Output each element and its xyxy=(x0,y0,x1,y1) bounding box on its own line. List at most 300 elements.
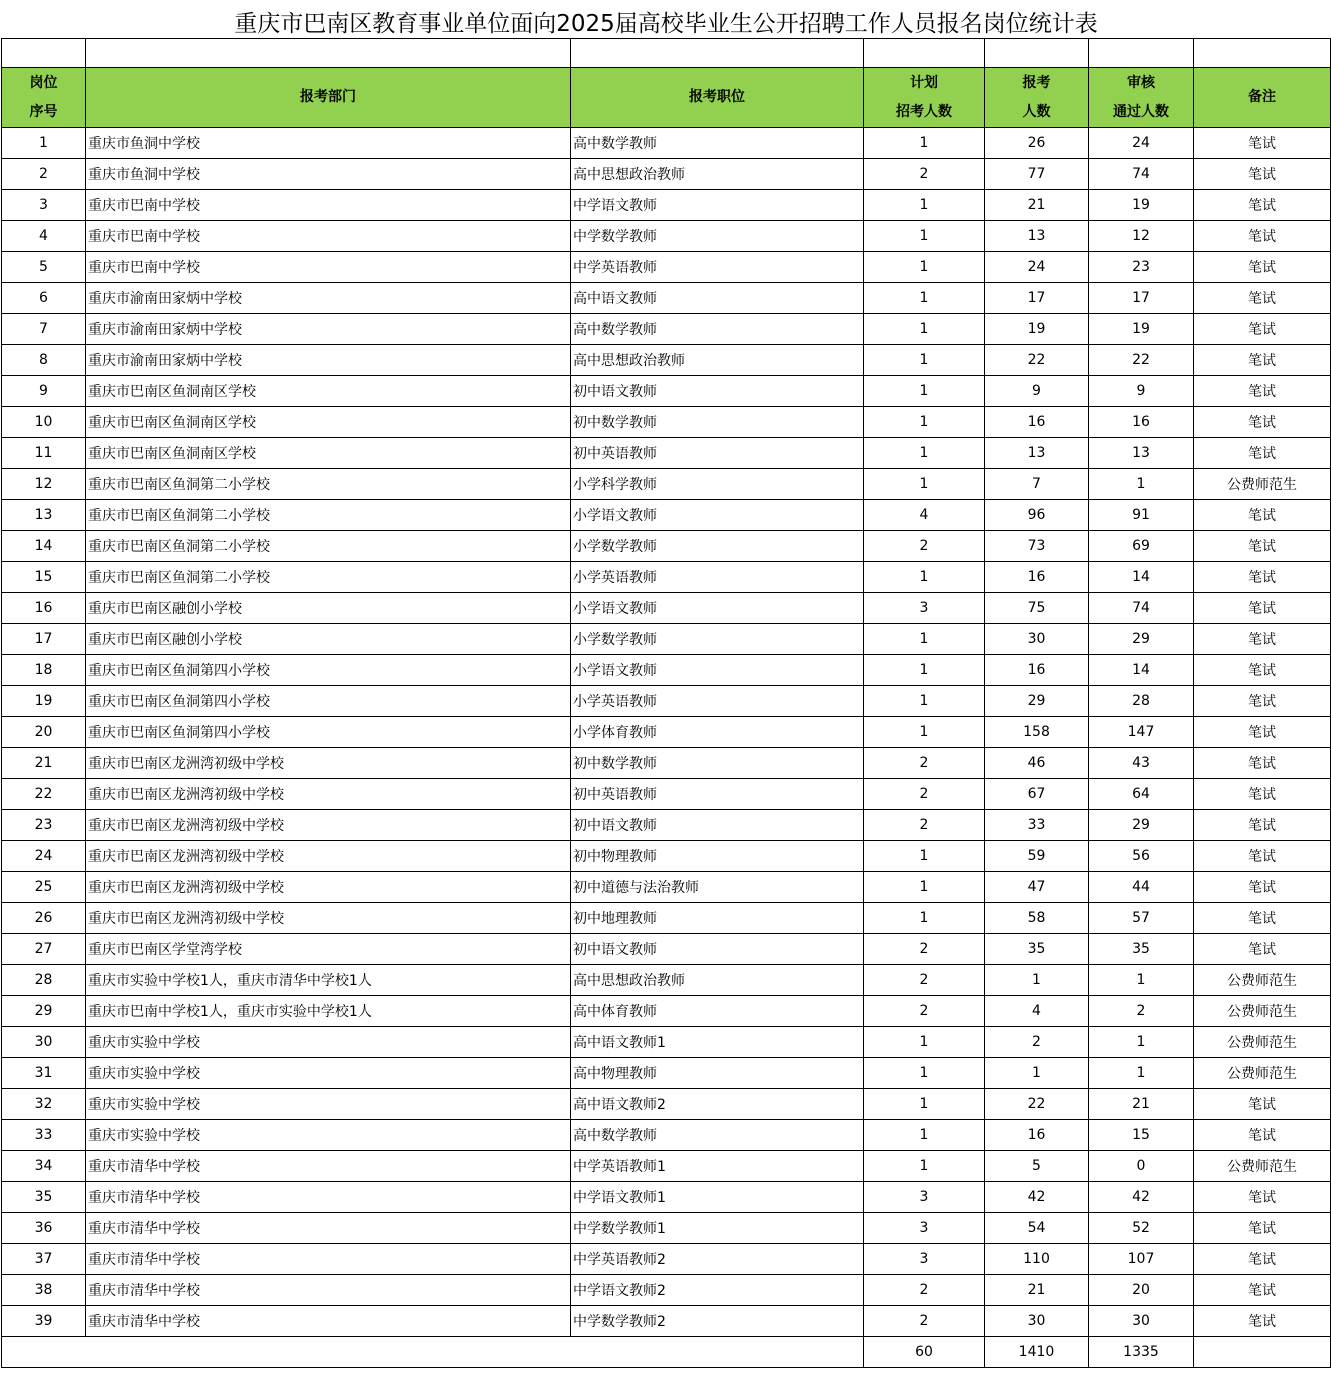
cell-note: 笔试 xyxy=(1194,500,1331,531)
cell-note: 笔试 xyxy=(1194,872,1331,903)
cell-position: 小学英语教师 xyxy=(571,686,864,717)
cell-approved: 91 xyxy=(1089,500,1194,531)
cell-dept: 重庆市实验中学校 xyxy=(86,1027,571,1058)
cell-approved: 35 xyxy=(1089,934,1194,965)
cell-dept: 重庆市实验中学校 xyxy=(86,1120,571,1151)
cell-note: 笔试 xyxy=(1194,314,1331,345)
cell-position: 高中数学教师 xyxy=(571,128,864,159)
cell-seq: 15 xyxy=(2,562,86,593)
cell-approved: 147 xyxy=(1089,717,1194,748)
cell-note: 笔试 xyxy=(1194,1275,1331,1306)
cell-seq: 19 xyxy=(2,686,86,717)
cell-applicants: 96 xyxy=(985,500,1089,531)
cell-applicants: 17 xyxy=(985,283,1089,314)
header-position: 报考职位 xyxy=(571,68,864,128)
cell-dept: 重庆市巴南中学校 xyxy=(86,221,571,252)
cell-applicants: 35 xyxy=(985,934,1089,965)
cell-dept: 重庆市渝南田家炳中学校 xyxy=(86,283,571,314)
cell-plan: 1 xyxy=(864,1151,985,1182)
cell-applicants: 1 xyxy=(985,965,1089,996)
cell-dept: 重庆市巴南区学堂湾学校 xyxy=(86,934,571,965)
cell-dept: 重庆市巴南区鱼洞第二小学校 xyxy=(86,469,571,500)
cell-plan: 1 xyxy=(864,1058,985,1089)
cell-position: 中学语文教师2 xyxy=(571,1275,864,1306)
cell-seq: 24 xyxy=(2,841,86,872)
cell-applicants: 24 xyxy=(985,252,1089,283)
cell-note: 笔试 xyxy=(1194,562,1331,593)
cell-dept: 重庆市实验中学校 xyxy=(86,1089,571,1120)
cell-position: 小学数学教师 xyxy=(571,624,864,655)
cell-note: 笔试 xyxy=(1194,1120,1331,1151)
cell-applicants: 7 xyxy=(985,469,1089,500)
cell-plan: 2 xyxy=(864,996,985,1027)
cell-note: 笔试 xyxy=(1194,531,1331,562)
cell-approved: 0 xyxy=(1089,1151,1194,1182)
table-row xyxy=(2,469,1331,500)
cell-approved: 17 xyxy=(1089,283,1194,314)
cell-position: 高中体育教师 xyxy=(571,996,864,1027)
table-row xyxy=(2,1027,1331,1058)
table-row xyxy=(2,1244,1331,1275)
table-row xyxy=(2,748,1331,779)
cell-seq: 27 xyxy=(2,934,86,965)
cell-position: 中学数学教师 xyxy=(571,221,864,252)
cell-dept: 重庆市鱼洞中学校 xyxy=(86,159,571,190)
cell-applicants: 29 xyxy=(985,686,1089,717)
cell-note: 笔试 xyxy=(1194,903,1331,934)
cell-note: 公费师范生 xyxy=(1194,1058,1331,1089)
cell-position: 初中语文教师 xyxy=(571,376,864,407)
cell-dept: 重庆市鱼洞中学校 xyxy=(86,128,571,159)
cell-seq: 6 xyxy=(2,283,86,314)
cell-applicants: 13 xyxy=(985,438,1089,469)
cell-applicants: 73 xyxy=(985,531,1089,562)
cell-plan: 1 xyxy=(864,314,985,345)
cell-dept: 重庆市巴南区融创小学校 xyxy=(86,624,571,655)
cell-position: 小学英语教师 xyxy=(571,562,864,593)
cell-position: 高中数学教师 xyxy=(571,314,864,345)
header-row xyxy=(2,68,1331,128)
cell-seq: 20 xyxy=(2,717,86,748)
cell-position: 高中物理教师 xyxy=(571,1058,864,1089)
cell-plan: 2 xyxy=(864,1306,985,1337)
cell-position: 中学语文教师1 xyxy=(571,1182,864,1213)
cell-plan: 1 xyxy=(864,221,985,252)
cell-approved: 9 xyxy=(1089,376,1194,407)
cell-seq: 12 xyxy=(2,469,86,500)
cell-seq: 16 xyxy=(2,593,86,624)
cell-position: 初中数学教师 xyxy=(571,407,864,438)
cell-plan: 2 xyxy=(864,1275,985,1306)
cell-note: 笔试 xyxy=(1194,655,1331,686)
header-approved: 审核 通过人数 xyxy=(1089,68,1194,128)
cell-applicants: 22 xyxy=(985,345,1089,376)
header-seq: 岗位 序号 xyxy=(2,68,86,128)
cell-seq: 35 xyxy=(2,1182,86,1213)
table-row xyxy=(2,500,1331,531)
cell-note: 公费师范生 xyxy=(1194,1027,1331,1058)
cell-note: 公费师范生 xyxy=(1194,469,1331,500)
cell-position: 高中语文教师1 xyxy=(571,1027,864,1058)
cell-plan: 2 xyxy=(864,748,985,779)
table-row xyxy=(2,686,1331,717)
cell-applicants: 21 xyxy=(985,1275,1089,1306)
cell-position: 初中数学教师 xyxy=(571,748,864,779)
statistics-table xyxy=(1,5,1331,1368)
cell-plan: 1 xyxy=(864,903,985,934)
table-row xyxy=(2,1275,1331,1306)
cell-plan: 1 xyxy=(864,438,985,469)
cell-applicants: 16 xyxy=(985,655,1089,686)
cell-seq: 38 xyxy=(2,1275,86,1306)
cell-plan: 3 xyxy=(864,1182,985,1213)
cell-dept: 重庆市巴南区鱼洞第二小学校 xyxy=(86,562,571,593)
header-applicants: 报考 人数 xyxy=(985,68,1089,128)
cell-seq: 17 xyxy=(2,624,86,655)
cell-dept: 重庆市清华中学校 xyxy=(86,1244,571,1275)
cell-approved: 42 xyxy=(1089,1182,1194,1213)
cell-note: 笔试 xyxy=(1194,283,1331,314)
cell-dept: 重庆市清华中学校 xyxy=(86,1151,571,1182)
cell-position: 高中语文教师2 xyxy=(571,1089,864,1120)
cell-note: 笔试 xyxy=(1194,252,1331,283)
cell-dept: 重庆市渝南田家炳中学校 xyxy=(86,314,571,345)
table-row xyxy=(2,438,1331,469)
cell-applicants: 158 xyxy=(985,717,1089,748)
blank-row xyxy=(2,39,1331,68)
cell-note: 笔试 xyxy=(1194,841,1331,872)
cell-dept: 重庆市巴南区龙洲湾初级中学校 xyxy=(86,841,571,872)
cell-position: 中学语文教师 xyxy=(571,190,864,221)
cell-approved: 44 xyxy=(1089,872,1194,903)
cell-applicants: 47 xyxy=(985,872,1089,903)
table-row xyxy=(2,407,1331,438)
cell-position: 小学语文教师 xyxy=(571,500,864,531)
cell-dept: 重庆市巴南区鱼洞第二小学校 xyxy=(86,531,571,562)
cell-seq: 31 xyxy=(2,1058,86,1089)
cell-approved: 56 xyxy=(1089,841,1194,872)
cell-plan: 1 xyxy=(864,686,985,717)
cell-approved: 12 xyxy=(1089,221,1194,252)
cell-position: 高中数学教师 xyxy=(571,1120,864,1151)
cell-seq: 3 xyxy=(2,190,86,221)
cell-applicants: 16 xyxy=(985,1120,1089,1151)
cell-seq: 14 xyxy=(2,531,86,562)
cell-dept: 重庆市巴南区鱼洞南区学校 xyxy=(86,438,571,469)
cell-applicants: 13 xyxy=(985,221,1089,252)
cell-approved: 20 xyxy=(1089,1275,1194,1306)
cell-plan: 1 xyxy=(864,624,985,655)
cell-note: 笔试 xyxy=(1194,717,1331,748)
cell-approved: 1 xyxy=(1089,965,1194,996)
cell-approved: 57 xyxy=(1089,903,1194,934)
cell-note: 笔试 xyxy=(1194,624,1331,655)
cell-dept: 重庆市清华中学校 xyxy=(86,1306,571,1337)
table-row xyxy=(2,934,1331,965)
cell-plan: 2 xyxy=(864,934,985,965)
cell-approved: 64 xyxy=(1089,779,1194,810)
cell-note: 笔试 xyxy=(1194,593,1331,624)
cell-approved: 43 xyxy=(1089,748,1194,779)
cell-approved: 13 xyxy=(1089,438,1194,469)
cell-seq: 8 xyxy=(2,345,86,376)
cell-dept: 重庆市巴南区龙洲湾初级中学校 xyxy=(86,903,571,934)
cell-applicants: 9 xyxy=(985,376,1089,407)
cell-position: 小学科学教师 xyxy=(571,469,864,500)
cell-applicants: 46 xyxy=(985,748,1089,779)
cell-dept: 重庆市巴南区鱼洞南区学校 xyxy=(86,407,571,438)
cell-note: 公费师范生 xyxy=(1194,1151,1331,1182)
cell-seq: 4 xyxy=(2,221,86,252)
cell-applicants: 75 xyxy=(985,593,1089,624)
table-row xyxy=(2,996,1331,1027)
cell-seq: 23 xyxy=(2,810,86,841)
cell-position: 初中物理教师 xyxy=(571,841,864,872)
cell-plan: 1 xyxy=(864,376,985,407)
table-row xyxy=(2,376,1331,407)
cell-plan: 1 xyxy=(864,841,985,872)
cell-position: 中学英语教师 xyxy=(571,252,864,283)
cell-dept: 重庆市清华中学校 xyxy=(86,1213,571,1244)
cell-note: 笔试 xyxy=(1194,438,1331,469)
cell-seq: 13 xyxy=(2,500,86,531)
cell-applicants: 30 xyxy=(985,624,1089,655)
cell-approved: 30 xyxy=(1089,1306,1194,1337)
cell-dept: 重庆市巴南区鱼洞第二小学校 xyxy=(86,500,571,531)
cell-approved: 1 xyxy=(1089,1027,1194,1058)
cell-approved: 74 xyxy=(1089,159,1194,190)
cell-seq: 11 xyxy=(2,438,86,469)
cell-seq: 37 xyxy=(2,1244,86,1275)
cell-plan: 1 xyxy=(864,190,985,221)
cell-position: 初中英语教师 xyxy=(571,438,864,469)
cell-approved: 2 xyxy=(1089,996,1194,1027)
table-row xyxy=(2,903,1331,934)
total-plan: 60 xyxy=(864,1337,985,1368)
table-row xyxy=(2,965,1331,996)
cell-plan: 1 xyxy=(864,407,985,438)
table-row xyxy=(2,655,1331,686)
cell-dept: 重庆市实验中学校 xyxy=(86,1058,571,1089)
header-dept: 报考部门 xyxy=(86,68,571,128)
cell-note: 笔试 xyxy=(1194,1244,1331,1275)
cell-note: 笔试 xyxy=(1194,1182,1331,1213)
cell-plan: 1 xyxy=(864,252,985,283)
cell-plan: 1 xyxy=(864,717,985,748)
cell-plan: 1 xyxy=(864,128,985,159)
cell-applicants: 21 xyxy=(985,190,1089,221)
cell-position: 中学英语教师1 xyxy=(571,1151,864,1182)
cell-dept: 重庆市巴南区鱼洞第四小学校 xyxy=(86,717,571,748)
cell-note: 笔试 xyxy=(1194,345,1331,376)
cell-applicants: 77 xyxy=(985,159,1089,190)
cell-position: 高中思想政治教师 xyxy=(571,159,864,190)
cell-plan: 2 xyxy=(864,965,985,996)
total-approved: 1335 xyxy=(1089,1337,1194,1368)
table-row xyxy=(2,128,1331,159)
cell-plan: 1 xyxy=(864,1089,985,1120)
cell-position: 小学体育教师 xyxy=(571,717,864,748)
table-row xyxy=(2,1089,1331,1120)
cell-dept: 重庆市清华中学校 xyxy=(86,1275,571,1306)
cell-dept: 重庆市巴南中学校1人，重庆市实验中学校1人 xyxy=(86,996,571,1027)
cell-note: 笔试 xyxy=(1194,159,1331,190)
cell-seq: 21 xyxy=(2,748,86,779)
cell-seq: 36 xyxy=(2,1213,86,1244)
cell-approved: 69 xyxy=(1089,531,1194,562)
cell-seq: 22 xyxy=(2,779,86,810)
table-row xyxy=(2,1213,1331,1244)
cell-applicants: 5 xyxy=(985,1151,1089,1182)
cell-applicants: 42 xyxy=(985,1182,1089,1213)
cell-note: 笔试 xyxy=(1194,190,1331,221)
header-plan: 计划 招考人数 xyxy=(864,68,985,128)
cell-seq: 28 xyxy=(2,965,86,996)
cell-seq: 29 xyxy=(2,996,86,1027)
cell-seq: 1 xyxy=(2,128,86,159)
cell-plan: 1 xyxy=(864,283,985,314)
header-note: 备注 xyxy=(1194,68,1331,128)
cell-plan: 3 xyxy=(864,1244,985,1275)
cell-seq: 7 xyxy=(2,314,86,345)
cell-seq: 10 xyxy=(2,407,86,438)
cell-applicants: 67 xyxy=(985,779,1089,810)
table-row xyxy=(2,1182,1331,1213)
cell-position: 初中地理教师 xyxy=(571,903,864,934)
cell-applicants: 30 xyxy=(985,1306,1089,1337)
cell-dept: 重庆市巴南区鱼洞第四小学校 xyxy=(86,686,571,717)
cell-applicants: 54 xyxy=(985,1213,1089,1244)
cell-seq: 2 xyxy=(2,159,86,190)
totals-label-cell xyxy=(2,1337,864,1368)
cell-applicants: 26 xyxy=(985,128,1089,159)
cell-dept: 重庆市巴南区鱼洞第四小学校 xyxy=(86,655,571,686)
cell-position: 初中语文教师 xyxy=(571,934,864,965)
cell-dept: 重庆市巴南中学校 xyxy=(86,252,571,283)
cell-applicants: 4 xyxy=(985,996,1089,1027)
cell-approved: 22 xyxy=(1089,345,1194,376)
table-row xyxy=(2,531,1331,562)
cell-approved: 1 xyxy=(1089,1058,1194,1089)
cell-approved: 21 xyxy=(1089,1089,1194,1120)
page-title: 重庆市巴南区教育事业单位面向2025届高校毕业生公开招聘工作人员报名岗位统计表 xyxy=(2,5,1331,39)
total-note xyxy=(1194,1337,1331,1368)
cell-applicants: 58 xyxy=(985,903,1089,934)
cell-plan: 1 xyxy=(864,345,985,376)
table-row xyxy=(2,283,1331,314)
cell-plan: 2 xyxy=(864,779,985,810)
table-row xyxy=(2,1058,1331,1089)
cell-approved: 28 xyxy=(1089,686,1194,717)
cell-applicants: 59 xyxy=(985,841,1089,872)
cell-plan: 1 xyxy=(864,1120,985,1151)
cell-position: 中学英语教师2 xyxy=(571,1244,864,1275)
cell-approved: 19 xyxy=(1089,314,1194,345)
cell-applicants: 33 xyxy=(985,810,1089,841)
cell-note: 笔试 xyxy=(1194,407,1331,438)
cell-approved: 24 xyxy=(1089,128,1194,159)
table-row xyxy=(2,810,1331,841)
cell-seq: 34 xyxy=(2,1151,86,1182)
cell-approved: 29 xyxy=(1089,810,1194,841)
cell-note: 笔试 xyxy=(1194,1306,1331,1337)
table-row xyxy=(2,252,1331,283)
table-row xyxy=(2,841,1331,872)
cell-note: 笔试 xyxy=(1194,221,1331,252)
table-row xyxy=(2,314,1331,345)
cell-position: 初中英语教师 xyxy=(571,779,864,810)
cell-approved: 15 xyxy=(1089,1120,1194,1151)
cell-approved: 23 xyxy=(1089,252,1194,283)
cell-approved: 14 xyxy=(1089,655,1194,686)
cell-dept: 重庆市巴南中学校 xyxy=(86,190,571,221)
cell-dept: 重庆市巴南区龙洲湾初级中学校 xyxy=(86,810,571,841)
cell-note: 公费师范生 xyxy=(1194,965,1331,996)
cell-note: 笔试 xyxy=(1194,1213,1331,1244)
cell-approved: 74 xyxy=(1089,593,1194,624)
cell-seq: 32 xyxy=(2,1089,86,1120)
cell-dept: 重庆市实验中学校1人，重庆市清华中学校1人 xyxy=(86,965,571,996)
cell-position: 小学语文教师 xyxy=(571,655,864,686)
cell-seq: 30 xyxy=(2,1027,86,1058)
table-row xyxy=(2,1151,1331,1182)
cell-dept: 重庆市清华中学校 xyxy=(86,1182,571,1213)
table-row xyxy=(2,345,1331,376)
cell-dept: 重庆市巴南区龙洲湾初级中学校 xyxy=(86,872,571,903)
cell-note: 笔试 xyxy=(1194,1089,1331,1120)
cell-position: 高中语文教师 xyxy=(571,283,864,314)
total-applicants: 1410 xyxy=(985,1337,1089,1368)
cell-plan: 3 xyxy=(864,1213,985,1244)
table-row xyxy=(2,872,1331,903)
cell-applicants: 16 xyxy=(985,407,1089,438)
cell-seq: 18 xyxy=(2,655,86,686)
cell-approved: 19 xyxy=(1089,190,1194,221)
cell-applicants: 22 xyxy=(985,1089,1089,1120)
cell-note: 笔试 xyxy=(1194,748,1331,779)
cell-position: 初中道德与法治教师 xyxy=(571,872,864,903)
cell-position: 小学数学教师 xyxy=(571,531,864,562)
cell-seq: 5 xyxy=(2,252,86,283)
cell-plan: 2 xyxy=(864,810,985,841)
cell-plan: 1 xyxy=(864,562,985,593)
cell-position: 中学数学教师2 xyxy=(571,1306,864,1337)
cell-dept: 重庆市巴南区鱼洞南区学校 xyxy=(86,376,571,407)
cell-note: 笔试 xyxy=(1194,779,1331,810)
cell-applicants: 19 xyxy=(985,314,1089,345)
cell-note: 笔试 xyxy=(1194,686,1331,717)
cell-approved: 107 xyxy=(1089,1244,1194,1275)
cell-approved: 29 xyxy=(1089,624,1194,655)
cell-plan: 1 xyxy=(864,1027,985,1058)
cell-seq: 39 xyxy=(2,1306,86,1337)
cell-note: 笔试 xyxy=(1194,376,1331,407)
cell-note: 笔试 xyxy=(1194,128,1331,159)
table-row xyxy=(2,190,1331,221)
cell-applicants: 110 xyxy=(985,1244,1089,1275)
table-row xyxy=(2,717,1331,748)
table-row xyxy=(2,779,1331,810)
cell-approved: 1 xyxy=(1089,469,1194,500)
cell-position: 小学语文教师 xyxy=(571,593,864,624)
cell-plan: 1 xyxy=(864,872,985,903)
cell-position: 初中语文教师 xyxy=(571,810,864,841)
cell-position: 中学数学教师1 xyxy=(571,1213,864,1244)
cell-approved: 52 xyxy=(1089,1213,1194,1244)
totals-row xyxy=(2,1337,1331,1368)
cell-plan: 2 xyxy=(864,159,985,190)
cell-plan: 1 xyxy=(864,655,985,686)
